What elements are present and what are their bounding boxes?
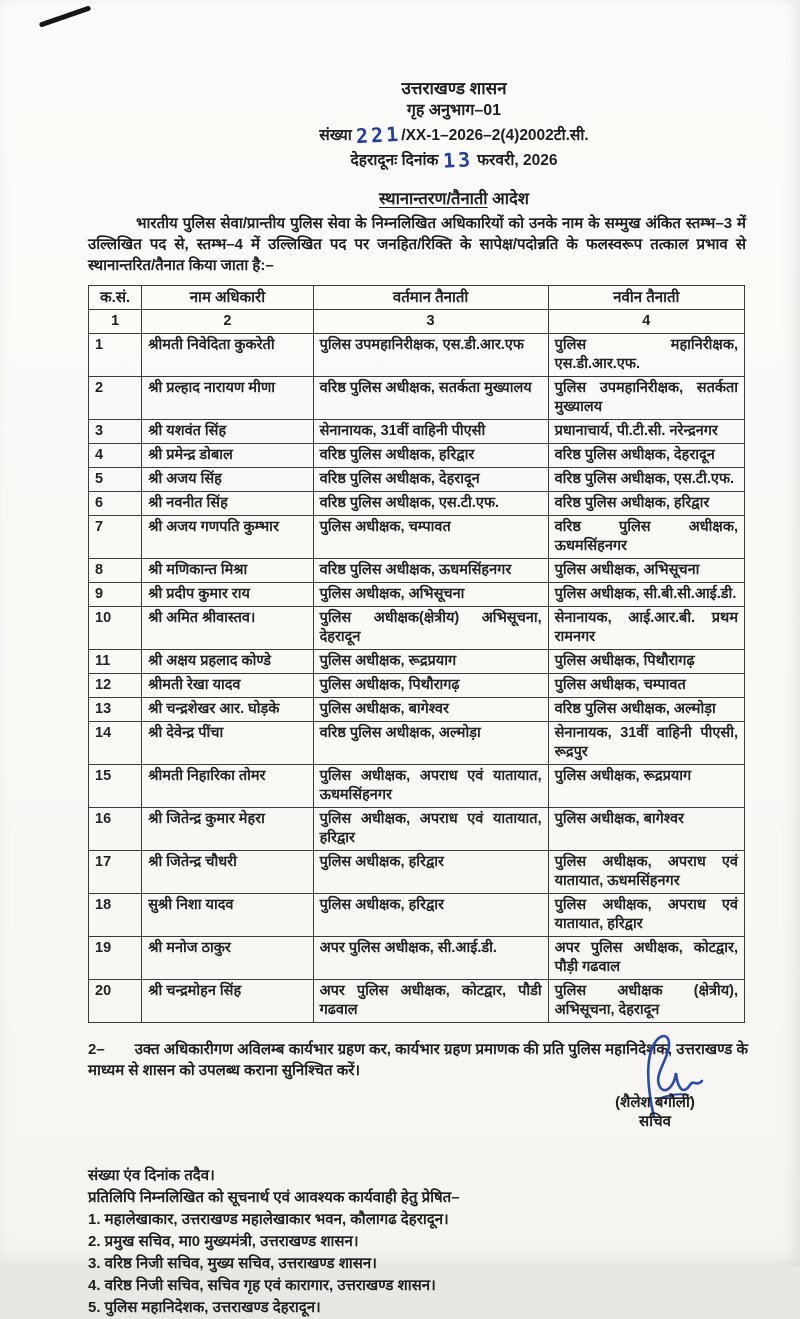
current-posting: पुलिस अधीक्षक, अपराध एवं यातायात, ऊधमसिंहनगर: [313, 765, 548, 808]
officer-name: श्री यशवंत सिंह: [142, 420, 313, 444]
row-sn: 6: [89, 492, 142, 516]
officer-name: श्री जितेन्द्र चौधरी: [142, 851, 313, 894]
copy-list-item: 2. प्रमुख सचिव, मा0 मुख्यमंत्री, उत्तराखण्ड शासन।: [88, 1233, 359, 1250]
officer-name: श्री प्रल्हाद नारायण मीणा: [142, 377, 313, 420]
table-row: [89, 650, 745, 674]
row-sn: 2: [89, 377, 142, 420]
date-line: [164, 147, 744, 172]
officer-name: श्री प्रदीप कुमार राय: [142, 583, 313, 607]
current-posting: वरिष्ठ पुलिस अधीक्षक, अल्मोड़ा: [313, 722, 548, 765]
row-sn: 12: [89, 674, 142, 698]
signature-block: [88, 1087, 748, 1151]
transfer-table: [88, 285, 745, 1023]
org-name: उत्तराखण्ड शासन: [401, 79, 507, 98]
table-row: [89, 334, 745, 377]
current-posting: वरिष्ठ पुलिस अधीक्षक, एस.टी.एफ.: [313, 492, 548, 516]
new-posting: अपर पुलिस अधीक्षक, कोटद्वार, पौड़ी गढवाल: [548, 937, 744, 980]
subject-rest: आदेश: [487, 190, 530, 208]
copy-list-item: 1. महालेखाकार, उत्तराखण्ड महालेखाकार भवन, कौलागढ देहरादून।: [88, 1211, 449, 1228]
officer-name: श्री अजय गणपति कुम्भार: [142, 516, 313, 559]
intro-paragraph: भारतीय पुलिस सेवा/प्रान्तीय पुलिस सेवा के निम्नलिखित अधिकारियों को उनके नाम के सम्मुख अंकित स्तम्भ–3 में उल्लिखित पद से, स्तम्भ–4 में उल्लिखित पद पर जनहित/रिक्ति के सापेक्ष/पदोन्नति के फलस्वरूप तत्काल प्रभाव से स्थानान्तरित/तैनात किया जाता है:–: [88, 215, 746, 274]
row-sn: 20: [89, 980, 142, 1023]
date-handwritten: 13: [442, 147, 474, 173]
officer-name: श्री प्रमेन्द्र डोबाल: [142, 444, 313, 468]
officer-name: श्री चन्द्रशेखर आर. घोड़के: [142, 698, 313, 722]
col-header-new: नवीन तैनाती: [548, 286, 744, 310]
row-sn: 18: [89, 894, 142, 937]
row-sn: 13: [89, 698, 142, 722]
col-header-sn: क.सं.: [89, 286, 142, 310]
current-posting: वरिष्ठ पुलिस अधीक्षक, सतर्कता मुख्यालय: [313, 377, 548, 420]
new-posting: पुलिस अधीक्षक, अपराध एवं यातायात, ऊधमसिंहनगर: [548, 851, 744, 894]
new-posting: प्रधानाचार्य, पी.टी.सी. नरेन्द्रनगर: [548, 420, 744, 444]
officer-name: श्री मनोज ठाकुर: [142, 937, 313, 980]
officer-name: श्री जितेन्द्र कुमार मेहरा: [142, 808, 313, 851]
table-row: [89, 937, 745, 980]
table-row: [89, 698, 745, 722]
row-sn: 10: [89, 607, 142, 650]
table-row: [89, 894, 745, 937]
table-row: [89, 492, 745, 516]
table-row: [89, 980, 745, 1023]
new-posting: पुलिस महानिरीक्षक, एस.डी.आर.एफ.: [548, 334, 744, 377]
row-sn: 9: [89, 583, 142, 607]
current-posting: अपर पुलिस अधीक्षक, कोटद्वार, पौडी गढवाल: [313, 980, 548, 1023]
current-posting: पुलिस अधीक्षक, पिथौरागढ़: [313, 674, 548, 698]
row-sn: 5: [89, 468, 142, 492]
current-posting: पुलिस अधीक्षक, चम्पावत: [313, 516, 548, 559]
current-posting: पुलिस अधीक्षक, बागेश्वर: [313, 698, 548, 722]
current-posting: अपर पुलिस अधीक्षक, सी.आई.डी.: [313, 937, 548, 980]
col-header-current: वर्तमान तैनाती: [313, 286, 548, 310]
officer-name: सुश्री निशा यादव: [142, 894, 313, 937]
new-posting: सेनानायक, 31वीं वाहिनी पीएसी, रूद्रपुर: [548, 722, 744, 765]
footer-line2: प्रतिलिपि निम्नलिखित को सूचनार्थ एवं आवश्यक कार्यवाही हेतु प्रेषित–: [88, 1189, 460, 1206]
officer-name: श्री अक्षय प्रहलाद कोण्डे: [142, 650, 313, 674]
current-posting: सेनानायक, 31वीं वाहिनी पीएसी: [313, 420, 548, 444]
new-posting: वरिष्ठ पुलिस अधीक्षक, देहरादून: [548, 444, 744, 468]
copy-list-item: 3. वरिष्ठ निजी सचिव, मुख्य सचिव, उत्तराखण्ड शासन।: [88, 1255, 377, 1272]
table-row: [89, 808, 745, 851]
ref-rest: /XX-1–2026–2(4)2002टी.सी.: [401, 127, 589, 144]
table-row: [89, 444, 745, 468]
colnum: 1: [89, 310, 142, 334]
table-colnum-row: [89, 310, 745, 334]
subject-title: [164, 186, 744, 209]
new-posting: पुलिस अधीक्षक, बागेश्वर: [548, 808, 744, 851]
closing-paragraph-text: उक्त अधिकारीगण अविलम्ब कार्यभार ग्रहण कर, कार्यभार ग्रहण प्रमाणक की प्रति पुलिस महानिदेशक, उत्तराखण्ड के माध्यम से शासन को उपलब्ध कराना सुनिश्चित करें।: [88, 1041, 748, 1079]
current-posting: वरिष्ठ पुलिस अधीक्षक, ऊधमसिंहनगर: [313, 559, 548, 583]
new-posting: वरिष्ठ पुलिस अधीक्षक, एस.टी.एफ.: [548, 468, 744, 492]
row-sn: 19: [89, 937, 142, 980]
current-posting: पुलिस अधीक्षक, हरिद्वार: [313, 851, 548, 894]
footer-line1: संख्या एंव दिनांक तदैव।: [88, 1167, 215, 1184]
row-sn: 7: [89, 516, 142, 559]
officer-name: श्रीमती निवेदिता कुकरेती: [142, 334, 313, 377]
table-row: [89, 765, 745, 808]
officer-name: श्री देवेन्द्र पींचा: [142, 722, 313, 765]
current-posting: पुलिस उपमहानिरीक्षक, एस.डी.आर.एफ: [313, 334, 548, 377]
colnum: 2: [142, 310, 313, 334]
table-row: [89, 583, 745, 607]
new-posting: वरिष्ठ पुलिस अधीक्षक, हरिद्वार: [548, 492, 744, 516]
ref-number-line: [164, 122, 744, 147]
table-row: [89, 377, 745, 420]
document-header: [164, 78, 744, 172]
current-posting: वरिष्ठ पुलिस अधीक्षक, हरिद्वार: [313, 444, 548, 468]
dept-line: गृह अनुभाग–01: [406, 102, 502, 119]
row-sn: 8: [89, 559, 142, 583]
current-posting: पुलिस अधीक्षक, अभिसूचना: [313, 583, 548, 607]
signatory-name: (शैलेश बगौली): [615, 1094, 695, 1111]
officer-name: श्रीमती निहारिका तोमर: [142, 765, 313, 808]
new-posting: वरिष्ठ पुलिस अधीक्षक, अल्मोड़ा: [548, 698, 744, 722]
table-row: [89, 607, 745, 650]
footer-notes: [88, 1165, 748, 1319]
table-row: [89, 516, 745, 559]
row-sn: 4: [89, 444, 142, 468]
copy-list-item: 5. पुलिस महानिदेशक, उत्तराखण्ड देहरादून।: [88, 1299, 321, 1316]
current-posting: वरिष्ठ पुलिस अधीक्षक, देहरादून: [313, 468, 548, 492]
row-sn: 17: [89, 851, 142, 894]
col-header-name: नाम अधिकारी: [142, 286, 313, 310]
officer-name: श्रीमती रेखा यादव: [142, 674, 313, 698]
row-sn: 16: [89, 808, 142, 851]
officer-name: श्री अमित श्रीवास्तव।: [142, 607, 313, 650]
date-prefix: देहरादूनः दिनांक: [350, 152, 439, 169]
ref-prefix: संख्या: [319, 127, 352, 144]
officer-name: श्री मणिकान्त मिश्रा: [142, 559, 313, 583]
officer-name: श्री चन्द्रमोहन सिंह: [142, 980, 313, 1023]
row-sn: 1: [89, 334, 142, 377]
new-posting: पुलिस अधीक्षक, रूद्रप्रयाग: [548, 765, 744, 808]
colnum: 4: [548, 310, 744, 334]
table-row: [89, 559, 745, 583]
closing-paragraph-number: 2–: [88, 1041, 105, 1058]
new-posting: वरिष्ठ पुलिस अधीक्षक, ऊधमसिंहनगर: [548, 516, 744, 559]
table-row: [89, 468, 745, 492]
current-posting: पुलिस अधीक्षक, अपराध एवं यातायात, हरिद्वार: [313, 808, 548, 851]
table-row: [89, 674, 745, 698]
new-posting: पुलिस उपमहानिरीक्षक, सतर्कता मुख्यालय: [548, 377, 744, 420]
row-sn: 14: [89, 722, 142, 765]
current-posting: पुलिस अधीक्षक, हरिद्वार: [313, 894, 548, 937]
new-posting: पुलिस अधीक्षक (क्षेत्रीय), अभिसूचना, देहरादून: [548, 980, 744, 1023]
new-posting: पुलिस अधीक्षक, चम्पावत: [548, 674, 744, 698]
current-posting: पुलिस अधीक्षक, रूद्रप्रयाग: [313, 650, 548, 674]
table-row: [89, 420, 745, 444]
date-rest: फरवरी, 2026: [477, 152, 558, 169]
new-posting: पुलिस अधीक्षक, पिथौरागढ़: [548, 650, 744, 674]
new-posting: पुलिस अधीक्षक, सी.बी.सी.आई.डी.: [548, 583, 744, 607]
row-sn: 3: [89, 420, 142, 444]
corner-pen-mark: [39, 5, 92, 27]
new-posting: पुलिस अधीक्षक, अभिसूचना: [548, 559, 744, 583]
table-header-row: [89, 286, 745, 310]
colnum: 3: [313, 310, 548, 334]
table-row: [89, 722, 745, 765]
new-posting: पुलिस अधीक्षक, अपराध एवं यातायात, हरिद्वार: [548, 894, 744, 937]
new-posting: सेनानायक, आई.आर.बी. प्रथम रामनगर: [548, 607, 744, 650]
row-sn: 15: [89, 765, 142, 808]
ref-number-handwritten: 221: [355, 121, 402, 149]
table-row: [89, 851, 745, 894]
copy-list-item: 4. वरिष्ठ निजी सचिव, सचिव गृह एवं कारागार, उत्तराखण्ड शासन।: [88, 1277, 436, 1294]
row-sn: 11: [89, 650, 142, 674]
current-posting: पुलिस अधीक्षक(क्षेत्रीय) अभिसूचना, देहरादून: [313, 607, 548, 650]
signatory-designation: सचिव: [639, 1113, 671, 1130]
officer-name: श्री अजय सिंह: [142, 468, 313, 492]
officer-name: श्री नवनीत सिंह: [142, 492, 313, 516]
subject-underlined: स्थानान्तरण/तैनाती: [378, 190, 488, 208]
